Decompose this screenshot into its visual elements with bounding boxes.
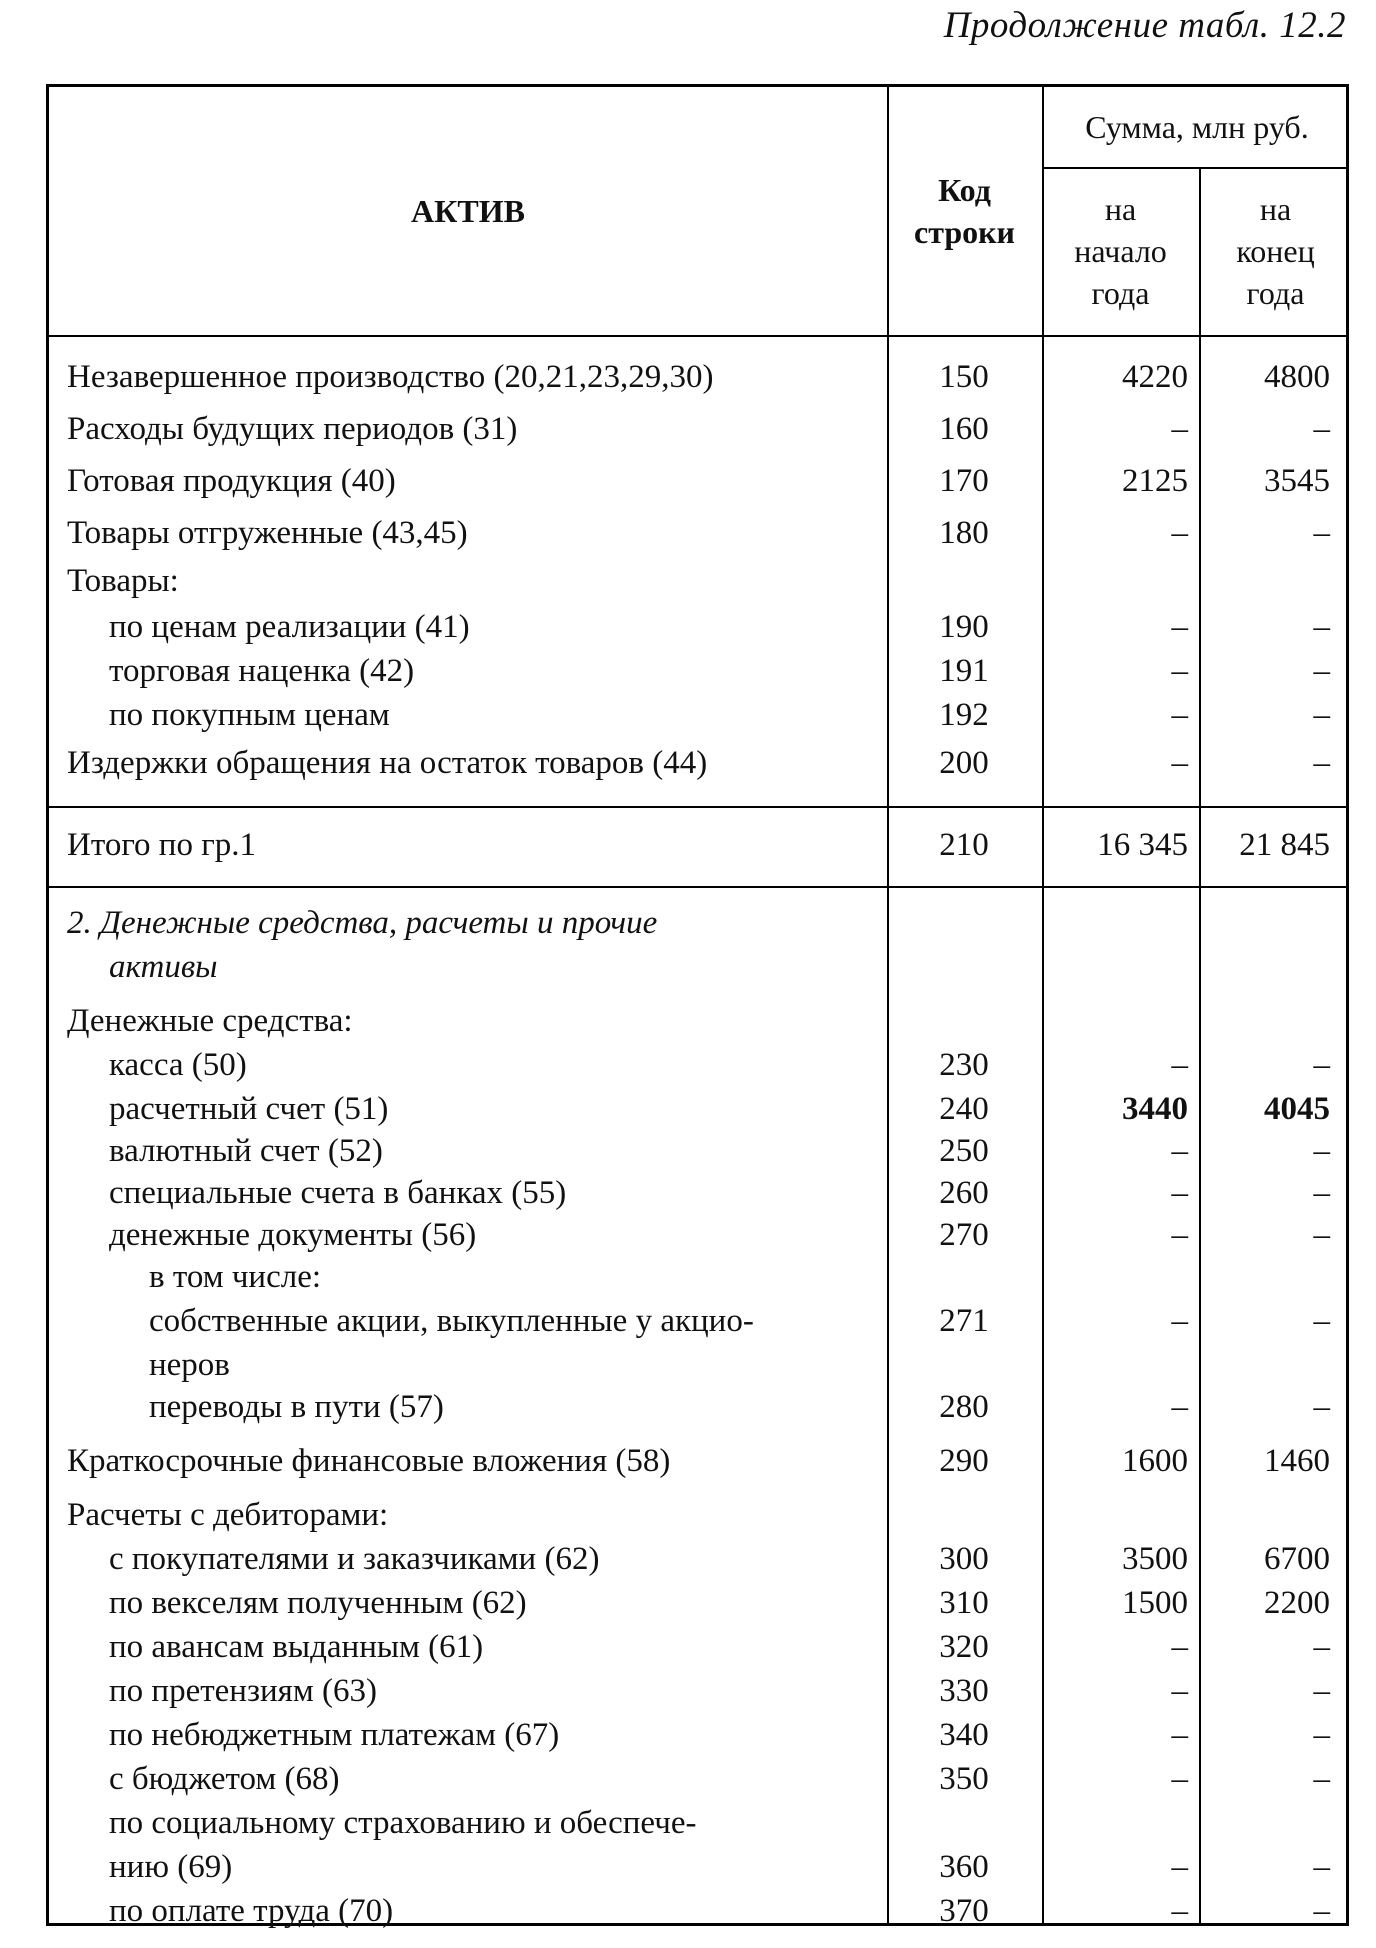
row-end-value: – xyxy=(1313,609,1330,645)
row-label: Расходы будущих периодов (31) xyxy=(67,411,518,447)
row-end-value: 2200 xyxy=(1264,1585,1330,1621)
row-end-value: 21 845 xyxy=(1239,827,1330,863)
row-end-value: 6700 xyxy=(1264,1541,1330,1577)
row-code: 270 xyxy=(939,1217,989,1253)
row-label: 2. Денежные средства, расчеты и прочие xyxy=(67,905,658,941)
row-code: 290 xyxy=(939,1443,989,1479)
continuation-caption: Продолжение табл. 12.2 xyxy=(943,5,1346,46)
row-end-value: 1460 xyxy=(1264,1443,1330,1479)
row-start-value: 16 345 xyxy=(1097,827,1188,863)
rule-total-bottom xyxy=(49,886,1346,888)
row-label: в том числе: xyxy=(149,1259,322,1295)
row-label: по социальному страхованию и обеспече- xyxy=(109,1805,697,1841)
row-code: 150 xyxy=(939,359,989,395)
row-code: 190 xyxy=(939,609,989,645)
row-end-value: – xyxy=(1313,515,1330,551)
row-code: 330 xyxy=(939,1673,989,1709)
row-start-value: – xyxy=(1171,1389,1188,1425)
row-code: 180 xyxy=(939,515,989,551)
row-label: с бюджетом (68) xyxy=(109,1761,340,1797)
row-end-value: – xyxy=(1313,653,1330,689)
row-label: переводы в пути (57) xyxy=(149,1389,444,1425)
row-label: торговая наценка (42) xyxy=(109,653,415,689)
row-end-value: – xyxy=(1313,1849,1330,1885)
rule-header-bottom xyxy=(49,335,1346,337)
row-code: 160 xyxy=(939,411,989,447)
row-code: 310 xyxy=(939,1585,989,1621)
row-label: по векселям полученным (62) xyxy=(109,1585,527,1621)
row-code: 230 xyxy=(939,1047,989,1083)
row-code: 240 xyxy=(939,1091,989,1127)
row-start-value: 4220 xyxy=(1122,359,1188,395)
row-code: 360 xyxy=(939,1849,989,1885)
row-end-value: 3545 xyxy=(1264,463,1330,499)
row-label: Денежные средства: xyxy=(67,1003,353,1039)
rule-total-top xyxy=(49,806,1346,808)
row-label: по оплате труда (70) xyxy=(109,1893,394,1929)
row-end-value: – xyxy=(1313,411,1330,447)
header-end-of-year: на конец года xyxy=(1236,191,1315,311)
row-label: расчетный счет (51) xyxy=(109,1091,389,1127)
header-start-of-year: на начало года xyxy=(1074,191,1167,311)
header-code: Код строки xyxy=(914,172,1015,250)
header-sum: Сумма, млн руб. xyxy=(1085,109,1309,145)
row-code: 200 xyxy=(939,745,989,781)
col-divider-sum xyxy=(1042,87,1044,1923)
row-start-value: – xyxy=(1171,1849,1188,1885)
row-end-value: – xyxy=(1313,1389,1330,1425)
row-end-value: – xyxy=(1313,697,1330,733)
row-code: 191 xyxy=(939,653,989,689)
row-end-value: – xyxy=(1313,1047,1330,1083)
row-start-value: – xyxy=(1171,1133,1188,1169)
row-label: валютный счет (52) xyxy=(109,1133,383,1169)
row-end-value: – xyxy=(1313,1893,1330,1929)
row-end-value: – xyxy=(1313,745,1330,781)
row-label: денежные документы (56) xyxy=(109,1217,477,1253)
row-start-value: – xyxy=(1171,653,1188,689)
row-start-value: – xyxy=(1171,1761,1188,1797)
row-end-value: 4045 xyxy=(1264,1091,1330,1127)
row-start-value: – xyxy=(1171,697,1188,733)
row-start-value: – xyxy=(1171,1673,1188,1709)
row-code: 280 xyxy=(939,1389,989,1425)
row-label: активы xyxy=(109,949,218,985)
row-label: Товары отгруженные (43,45) xyxy=(67,515,468,551)
row-start-value: – xyxy=(1171,1893,1188,1929)
row-start-value: – xyxy=(1171,1717,1188,1753)
row-end-value: – xyxy=(1313,1217,1330,1253)
row-start-value: – xyxy=(1171,609,1188,645)
row-start-value: 1500 xyxy=(1122,1585,1188,1621)
row-label: по небюджетным платежам (67) xyxy=(109,1717,560,1753)
row-label: по претензиям (63) xyxy=(109,1673,377,1709)
row-end-value: – xyxy=(1313,1673,1330,1709)
row-code: 320 xyxy=(939,1629,989,1665)
row-label: нию (69) xyxy=(109,1849,233,1885)
row-code: 250 xyxy=(939,1133,989,1169)
row-label: по ценам реализации (41) xyxy=(109,609,470,645)
row-start-value: 3500 xyxy=(1122,1541,1188,1577)
row-label: Расчеты с дебиторами: xyxy=(67,1497,389,1533)
row-end-value: – xyxy=(1313,1175,1330,1211)
row-label: Незавершенное производство (20,21,23,29,30) xyxy=(67,359,714,395)
row-code: 370 xyxy=(939,1893,989,1929)
row-label: неров xyxy=(149,1347,230,1383)
row-code: 340 xyxy=(939,1717,989,1753)
row-label: по покупным ценам xyxy=(109,697,390,733)
row-start-value: 1600 xyxy=(1122,1443,1188,1479)
row-code: 350 xyxy=(939,1761,989,1797)
row-start-value: – xyxy=(1171,745,1188,781)
row-label: по авансам выданным (61) xyxy=(109,1629,484,1665)
row-label: касса (50) xyxy=(109,1047,247,1083)
col-divider-start-end xyxy=(1199,167,1201,1923)
row-label: Издержки обращения на остаток товаров (44) xyxy=(67,745,708,781)
row-label: собственные акции, выкупленные у акцио- xyxy=(149,1303,754,1339)
row-code: 170 xyxy=(939,463,989,499)
row-code: 260 xyxy=(939,1175,989,1211)
row-label: с покупателями и заказчиками (62) xyxy=(109,1541,600,1577)
row-code: 192 xyxy=(939,697,989,733)
balance-table xyxy=(46,84,1349,1929)
row-start-value: – xyxy=(1171,1175,1188,1211)
row-label: Товары: xyxy=(67,563,179,599)
row-end-value: – xyxy=(1313,1133,1330,1169)
row-start-value: – xyxy=(1171,1629,1188,1665)
row-start-value: – xyxy=(1171,515,1188,551)
row-start-value: – xyxy=(1171,411,1188,447)
header-aktiv: АКТИВ xyxy=(411,193,525,229)
row-code: 210 xyxy=(939,827,989,863)
row-label: Итого по гр.1 xyxy=(67,827,256,863)
row-start-value: – xyxy=(1171,1047,1188,1083)
row-start-value: – xyxy=(1171,1217,1188,1253)
row-label: Готовая продукция (40) xyxy=(67,463,396,499)
row-label: Краткосрочные финансовые вложения (58) xyxy=(67,1443,671,1479)
row-end-value: – xyxy=(1313,1629,1330,1665)
row-end-value: 4800 xyxy=(1264,359,1330,395)
row-end-value: – xyxy=(1313,1303,1330,1339)
row-code: 271 xyxy=(939,1303,989,1339)
row-start-value: 2125 xyxy=(1122,463,1188,499)
row-end-value: – xyxy=(1313,1717,1330,1753)
row-end-value: – xyxy=(1313,1761,1330,1797)
row-start-value: 3440 xyxy=(1122,1091,1188,1127)
row-label: специальные счета в банках (55) xyxy=(109,1175,567,1211)
row-code: 300 xyxy=(939,1541,989,1577)
row-start-value: – xyxy=(1171,1303,1188,1339)
